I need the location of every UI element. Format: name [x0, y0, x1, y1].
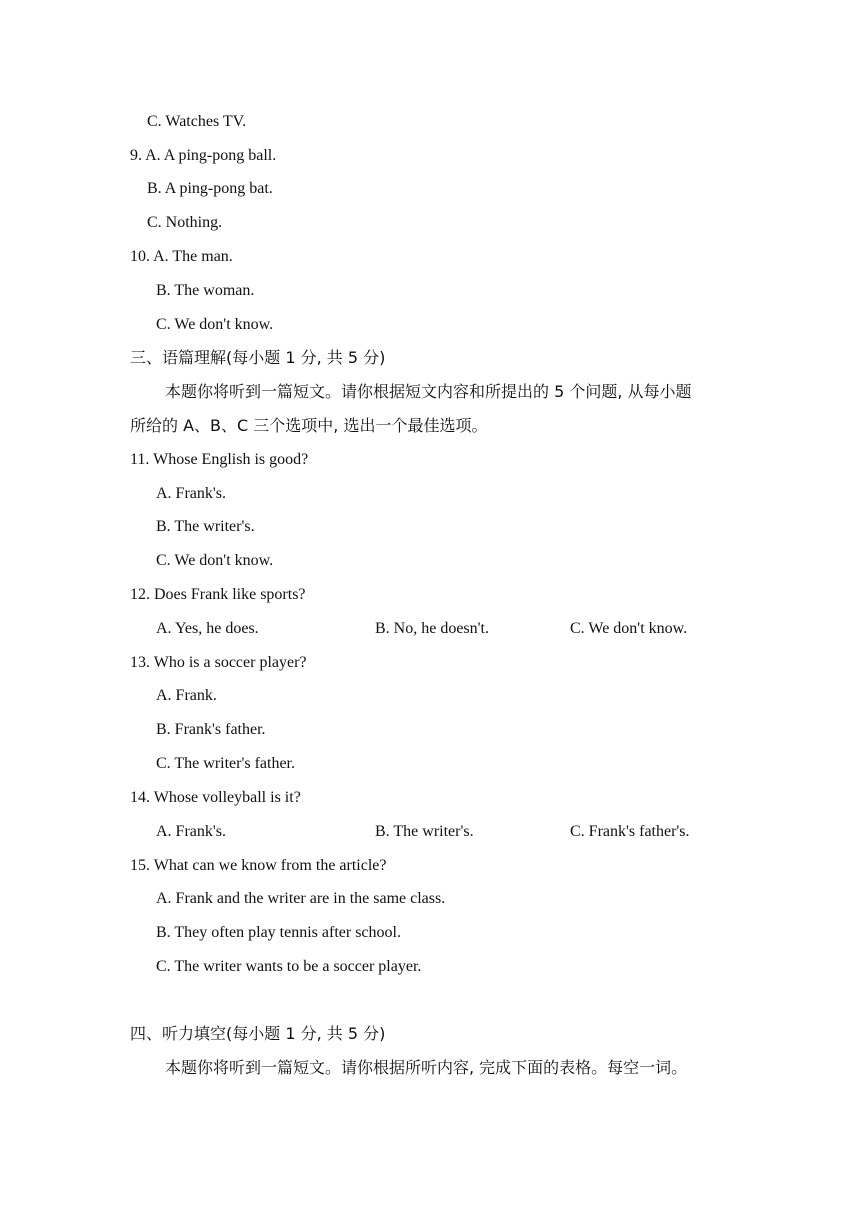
q14-question: 14. Whose volleyball is it? — [130, 789, 301, 806]
q11-question: 11. Whose English is good? — [130, 451, 309, 468]
q15-option-a: A. Frank and the writer are in the same class. — [156, 890, 446, 907]
section-4-instruction: 本题你将听到一篇短文。请你根据所听内容, 完成下面的表格。每空一词。 — [165, 1058, 688, 1077]
q10-option-b: B. The woman. — [156, 282, 255, 299]
q13-question: 13. Who is a soccer player? — [130, 654, 307, 671]
q9-option-c: C. Nothing. — [147, 214, 223, 231]
q14-option-c: C. Frank's father's. — [570, 823, 690, 840]
q9-option-a: 9. A. A ping-pong ball. — [130, 147, 277, 164]
section-3-instruction-line-1: 本题你将听到一篇短文。请你根据短文内容和所提出的 5 个问题, 从每小题 — [165, 382, 692, 401]
q14-option-a: A. Frank's. — [156, 823, 226, 840]
q15-question: 15. What can we know from the article? — [130, 857, 387, 874]
q10-option-a: 10. A. The man. — [130, 248, 233, 265]
q10-option-c: C. We don't know. — [156, 316, 274, 333]
q13-option-a: A. Frank. — [156, 687, 217, 704]
q11-option-b: B. The writer's. — [156, 518, 255, 535]
q12-option-c: C. We don't know. — [570, 620, 688, 637]
q12-question: 12. Does Frank like sports? — [130, 586, 306, 603]
q8-option-c: C. Watches TV. — [147, 113, 247, 130]
q15-option-b: B. They often play tennis after school. — [156, 924, 401, 941]
q12-option-b: B. No, he doesn't. — [375, 620, 489, 637]
q11-option-c: C. We don't know. — [156, 552, 274, 569]
q12-option-a: A. Yes, he does. — [156, 620, 259, 637]
section-4-heading: 四、听力填空(每小题 1 分, 共 5 分) — [130, 1024, 386, 1043]
section-3-heading: 三、语篇理解(每小题 1 分, 共 5 分) — [130, 348, 386, 367]
q15-option-c: C. The writer wants to be a soccer player. — [156, 958, 422, 975]
q14-option-b: B. The writer's. — [375, 823, 474, 840]
q11-option-a: A. Frank's. — [156, 485, 226, 502]
q9-option-b: B. A ping-pong bat. — [147, 180, 273, 197]
q13-option-c: C. The writer's father. — [156, 755, 295, 772]
q13-option-b: B. Frank's father. — [156, 721, 266, 738]
section-3-instruction-line-2: 所给的 A、B、C 三个选项中, 选出一个最佳选项。 — [130, 416, 488, 435]
